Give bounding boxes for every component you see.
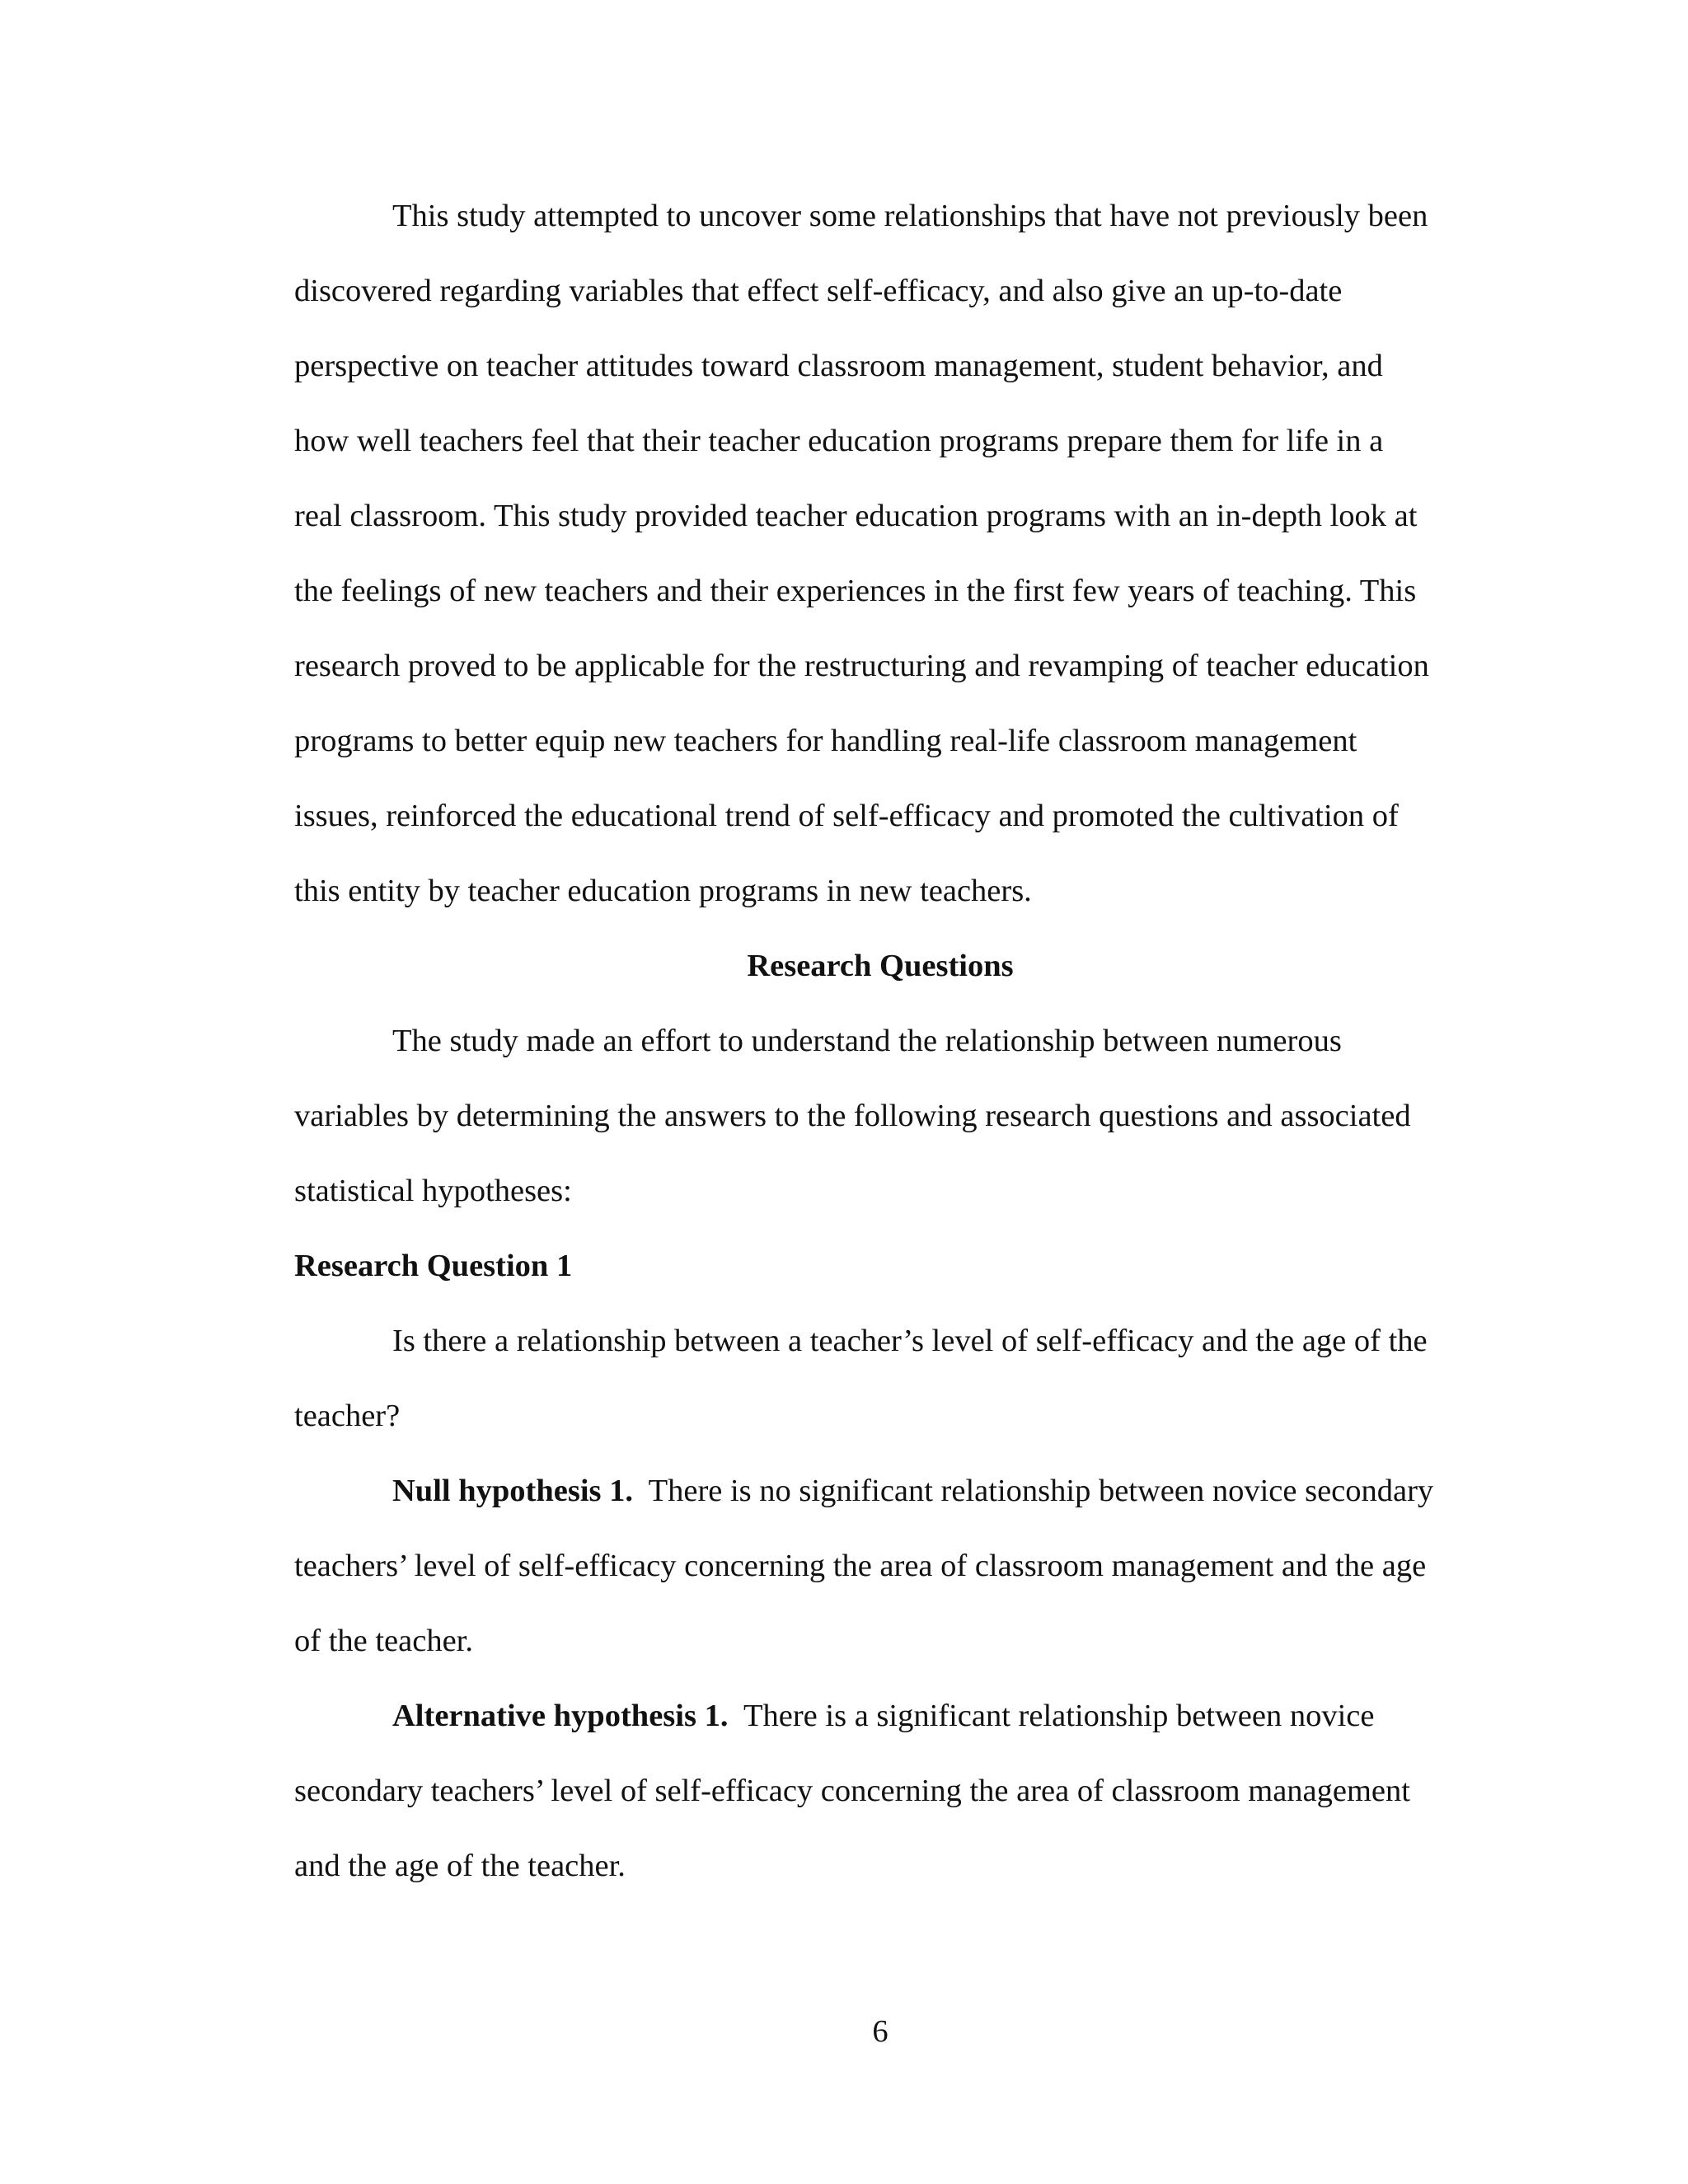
- alternative-hypothesis-first-line: [392, 1697, 1374, 1735]
- null-hypothesis-line: teachers’ level of self-efficacy concerning the area of classroom management and the age: [294, 1549, 1427, 1583]
- page-number: 6: [872, 2014, 889, 2049]
- paragraph-line: real classroom. This study provided teacher education programs with an in-depth look at: [294, 499, 1418, 533]
- subheading: Research Question 1: [294, 1249, 573, 1283]
- paragraph-line: discovered regarding variables that effect self-efficacy, and also give an up-to-date: [294, 274, 1343, 308]
- paragraph-line: issues, reinforced the educational trend of self-efficacy and promoted the cultivation of: [294, 799, 1399, 833]
- question-line: teacher?: [294, 1399, 401, 1433]
- null-hypothesis-first-line: [392, 1472, 1433, 1510]
- paragraph-line: The study made an effort to understand the relationship between numerous: [392, 1024, 1342, 1058]
- paragraph-line: variables by determining the answers to the following research questions and associated: [294, 1099, 1411, 1133]
- paragraph-line: this entity by teacher education programs in new teachers.: [294, 874, 1032, 908]
- null-hypothesis-line: of the teacher.: [294, 1624, 473, 1658]
- paragraph-line: This study attempted to uncover some relationships that have not previously been: [392, 199, 1428, 233]
- null-hypothesis-label: Null hypothesis 1.: [392, 1474, 634, 1508]
- alternative-hypothesis-line: secondary teachers’ level of self-efficacy concerning the area of classroom management: [294, 1774, 1410, 1808]
- paragraph-line: statistical hypotheses:: [294, 1174, 572, 1208]
- paragraph-line: programs to better equip new teachers for handling real-life classroom management: [294, 724, 1357, 758]
- paragraph-line: how well teachers feel that their teacher education programs prepare them for life in a: [294, 424, 1384, 458]
- section-heading: Research Questions: [747, 949, 1014, 983]
- question-line: Is there a relationship between a teacher’s level of self-efficacy and the age of the: [392, 1324, 1428, 1358]
- alternative-hypothesis-line: and the age of the teacher.: [294, 1849, 626, 1883]
- alternative-hypothesis-text: There is a significant relationship between novice: [728, 1699, 1375, 1733]
- paragraph-line: research proved to be applicable for the restructuring and revamping of teacher education: [294, 649, 1429, 683]
- paragraph-line: perspective on teacher attitudes toward classroom management, student behavior, and: [294, 349, 1383, 383]
- null-hypothesis-text: There is no significant relationship between novice secondary: [633, 1474, 1434, 1508]
- paragraph-line: the feelings of new teachers and their experiences in the first few years of teaching. This: [294, 574, 1417, 608]
- alternative-hypothesis-label: Alternative hypothesis 1.: [392, 1699, 729, 1733]
